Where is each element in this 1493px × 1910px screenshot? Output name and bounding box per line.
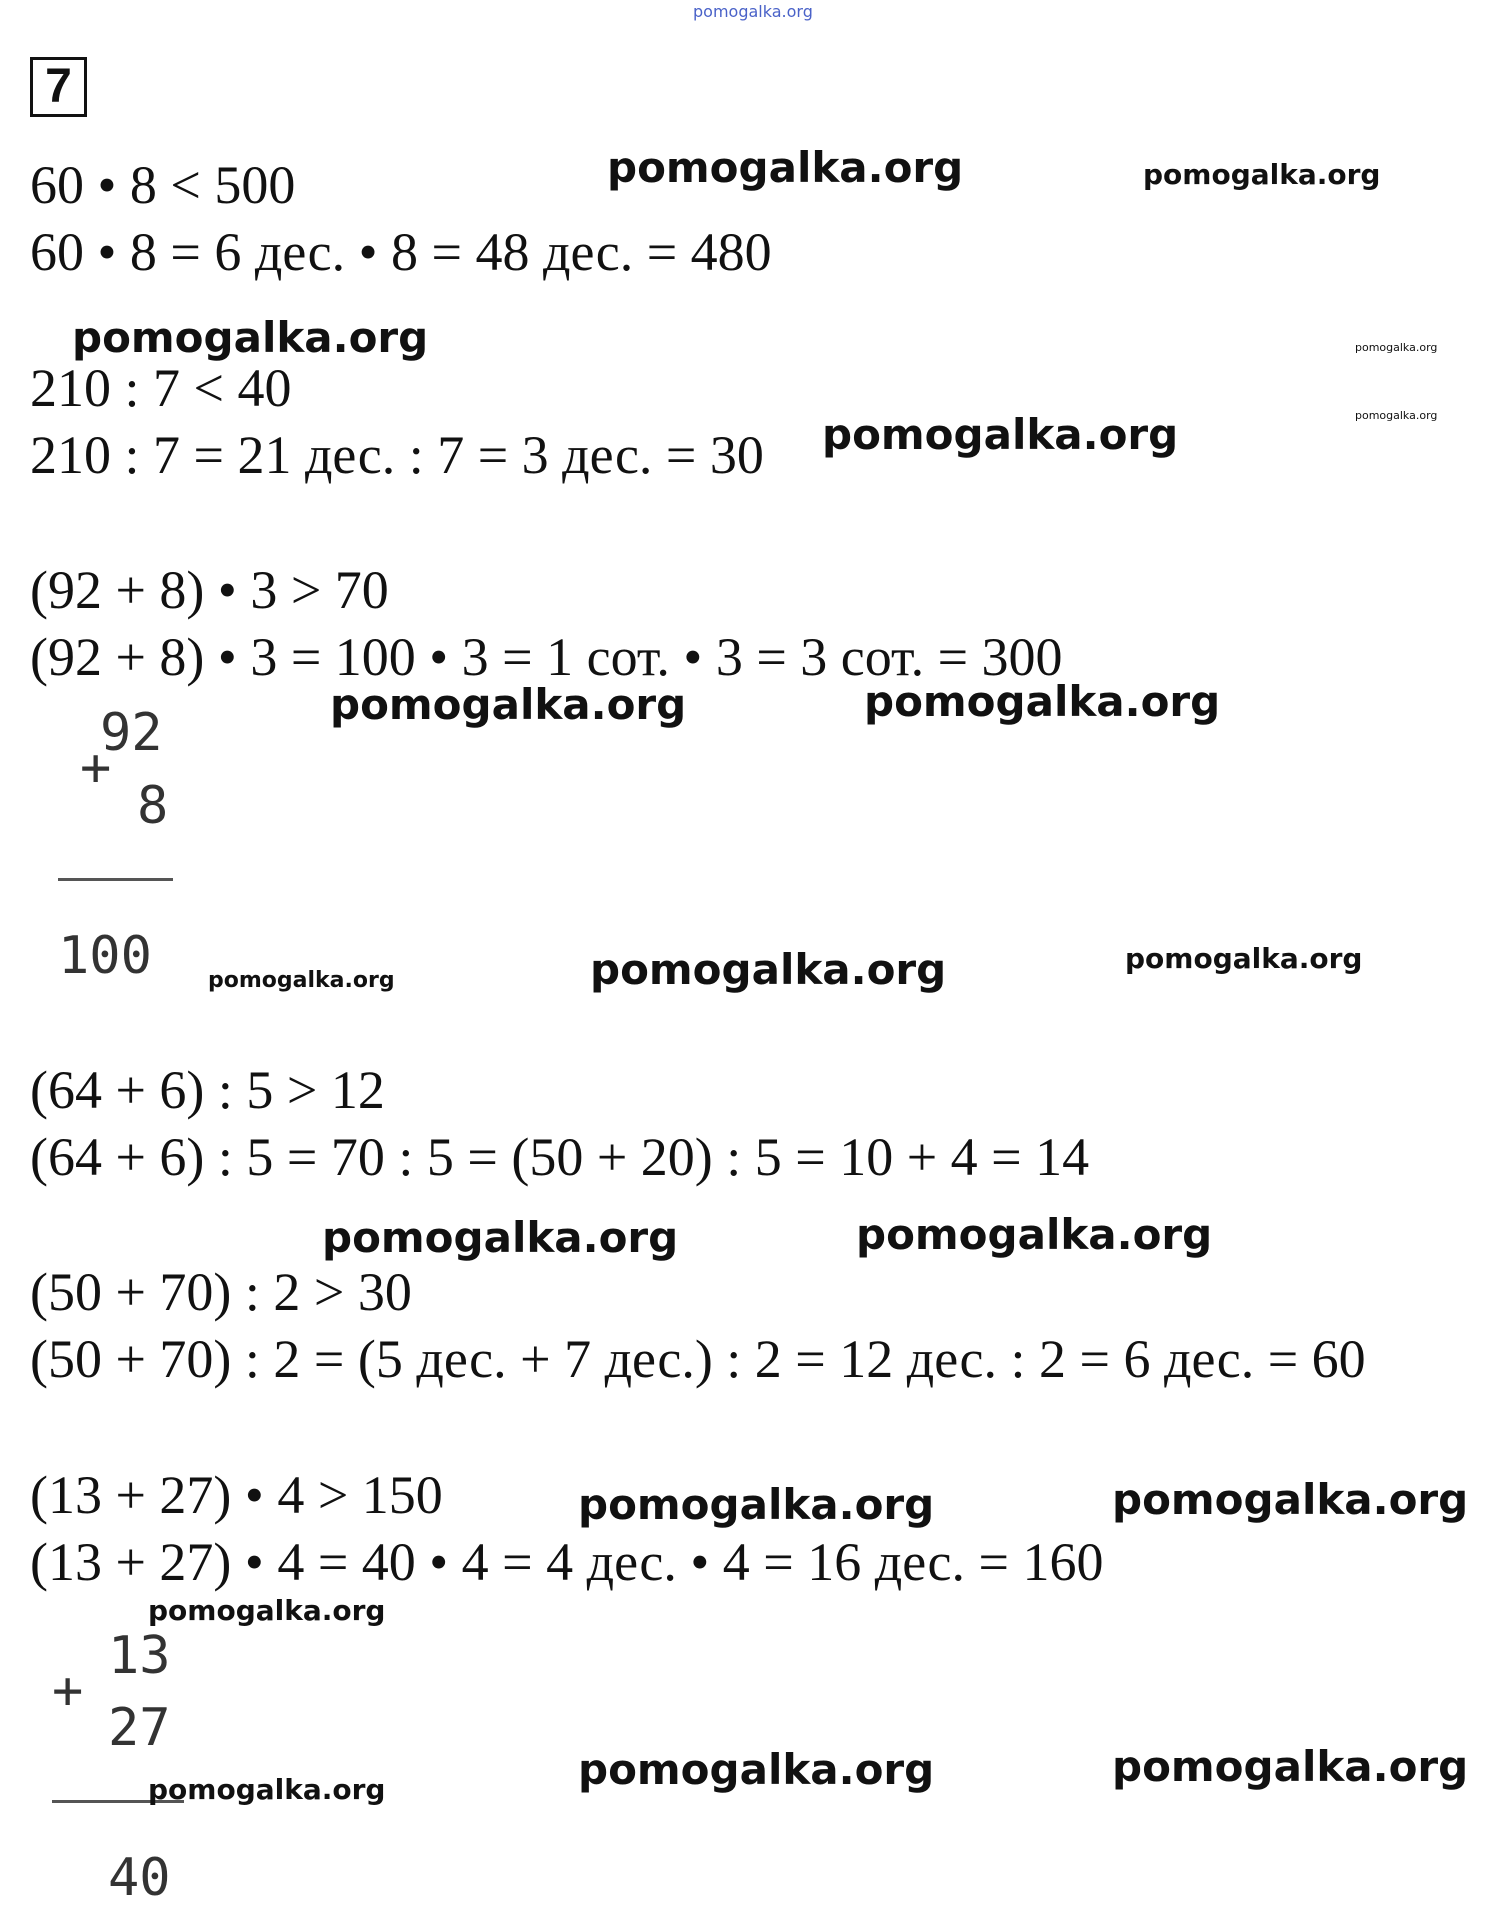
expression-line-4: 210 : 7 = 21 дес. : 7 = 3 дес. = 30: [30, 425, 764, 485]
task-number-box: 7: [30, 57, 87, 117]
column-sign-1: +: [80, 738, 112, 798]
watermark-top: pomogalka.org: [693, 2, 813, 21]
watermark: pomogalka.org: [1112, 1742, 1469, 1791]
watermark: pomogalka.org: [322, 1213, 679, 1262]
watermark: pomogalka.org: [578, 1480, 935, 1529]
watermark: pomogalka.org: [148, 1594, 386, 1627]
expression-line-10: (50 + 70) : 2 = (5 дес. + 7 дес.) : 2 = 12 дес. : 2 = 6 дес. = 60: [30, 1329, 1366, 1389]
watermark: pomogalka.org: [864, 677, 1221, 726]
watermark: pomogalka.org: [1355, 341, 1438, 354]
watermark: pomogalka.org: [72, 313, 429, 362]
column-bottom-2: 27: [108, 1698, 171, 1758]
expression-line-5: (92 + 8) • 3 > 70: [30, 560, 389, 620]
watermark: pomogalka.org: [578, 1745, 935, 1794]
expression-line-1: 60 • 8 < 500: [30, 155, 296, 215]
watermark: pomogalka.org: [1125, 942, 1363, 975]
expression-line-3: 210 : 7 < 40: [30, 358, 292, 418]
watermark: pomogalka.org: [822, 410, 1179, 459]
expression-line-11: (13 + 27) • 4 > 150: [30, 1465, 443, 1525]
column-result-2: 40: [108, 1848, 171, 1908]
expression-line-2: 60 • 8 = 6 дес. • 8 = 48 дес. = 480: [30, 222, 772, 282]
watermark: pomogalka.org: [330, 680, 687, 729]
expression-line-9: (50 + 70) : 2 > 30: [30, 1262, 412, 1322]
watermark: pomogalka.org: [1112, 1475, 1469, 1524]
expression-line-12: (13 + 27) • 4 = 40 • 4 = 4 дес. • 4 = 16 дес. = 160: [30, 1532, 1104, 1592]
watermark: pomogalka.org: [607, 143, 964, 192]
column-top-1: 92: [100, 703, 163, 763]
column-result-1: 100: [58, 926, 152, 986]
watermark: pomogalka.org: [148, 1773, 386, 1806]
column-top-2: 13: [108, 1626, 171, 1686]
column-sign-2: +: [52, 1661, 84, 1721]
expression-line-7: (64 + 6) : 5 > 12: [30, 1060, 385, 1120]
watermark: pomogalka.org: [208, 968, 395, 993]
watermark: pomogalka.org: [1355, 409, 1438, 422]
watermark: pomogalka.org: [1143, 158, 1381, 191]
watermark: pomogalka.org: [590, 945, 947, 994]
column-rule-1: [58, 878, 173, 881]
expression-line-6: (92 + 8) • 3 = 100 • 3 = 1 сот. • 3 = 3 сот. = 300: [30, 627, 1063, 687]
column-bottom-1: 8: [137, 776, 169, 836]
expression-line-8: (64 + 6) : 5 = 70 : 5 = (50 + 20) : 5 = 10 + 4 = 14: [30, 1127, 1090, 1187]
watermark: pomogalka.org: [856, 1210, 1213, 1259]
